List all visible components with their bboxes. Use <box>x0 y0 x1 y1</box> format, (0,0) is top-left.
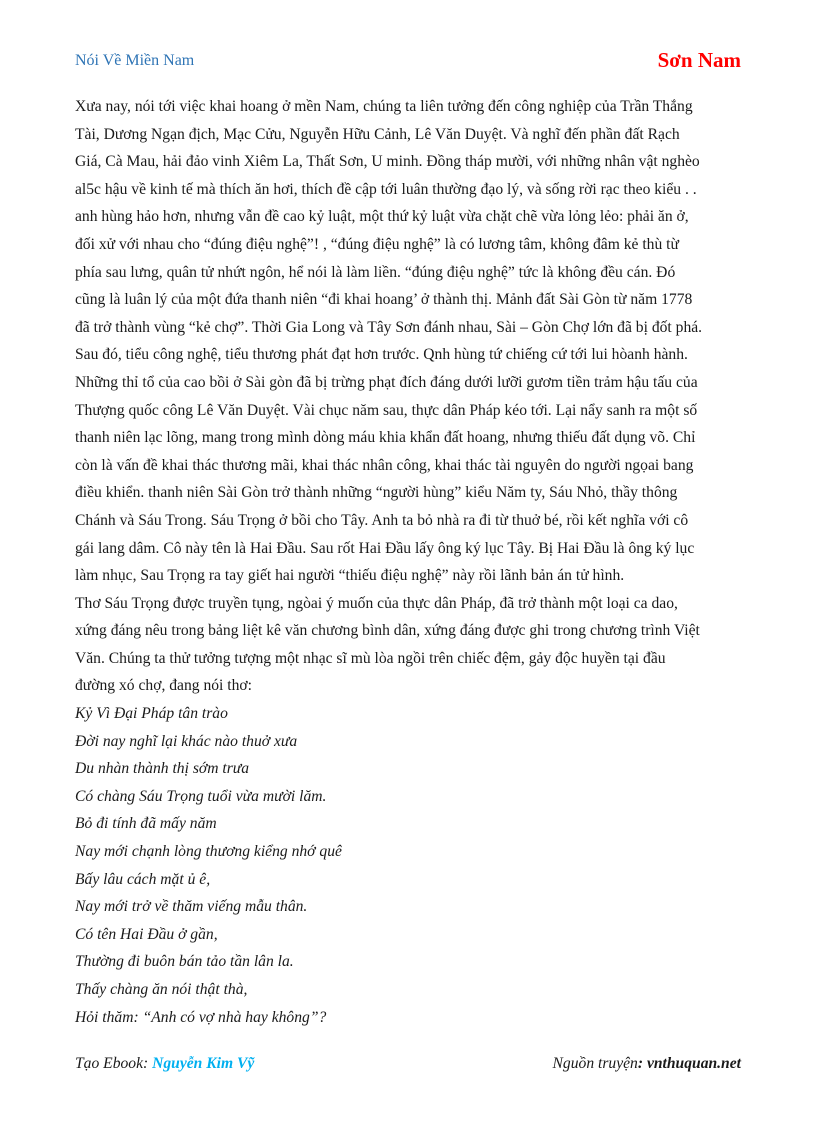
body-line: gái lang dâm. Cô này tên là Hai Đầu. Sau rốt Hai Đầu lấy ông ký lục Tây. Bị Hai Đầu là ông ký lục <box>75 539 695 557</box>
body-line: phía sau lưng, quân tử nhứt ngôn, hể nói là làm liền. “đúng điệu nghệ” tức là không đều cán. Đó <box>75 263 676 281</box>
body-line: Những thỉ tổ của cao bồi ở Sài gòn đã bị trừng phạt đích đáng dưới lưỡi gươm tiền trảm hậu tấu của <box>75 373 698 391</box>
verse-line: Nay mới chạnh lòng thương kiểng nhớ quê <box>75 843 342 861</box>
body-line: Sau đó, tiểu công nghệ, tiểu thương phát đạt hơn trước. Qnh hùng tứ chiếng cứ tới lui hòanh hành. <box>75 346 688 364</box>
body-line: Thượng quốc công Lê Văn Duyệt. Vài chục năm sau, thực dân Pháp kéo tới. Lại nẩy sanh ra một số <box>75 401 698 419</box>
verse-line: Hỏi thăm: “Anh có vợ nhà hay không”? <box>75 1008 327 1026</box>
ebook-label: Tạo Ebook <box>75 1055 144 1072</box>
ebook-creator-name: Nguyễn Kim Vỹ <box>152 1055 255 1072</box>
verse-line: Thấy chàng ăn nói thật thà, <box>75 981 248 998</box>
body-line: điều khiển. thanh niên Sài Gòn trở thành những “người hùng” kiểu Năm ty, Sáu Nhỏ, thầy thông <box>75 484 678 502</box>
body-line: Tài, Dương Ngạn địch, Mạc Cửu, Nguyễn Hữu Cảnh, Lê Văn Duyệt. Và nghĩ đến phần đất Rạch <box>75 125 680 143</box>
verse-line: Nay mới trở về thăm viếng mẫu thân. <box>75 898 308 916</box>
verse-line: Đời nay nghĩ lại khác nào thuở xưa <box>75 732 298 750</box>
body-line: còn là vấn đề khai thác thương mãi, khai thác nhân công, khai thác tài nguyên do người ngọai bang <box>75 456 694 474</box>
source-label: Nguồn truyện <box>552 1055 638 1072</box>
body-line: xứng đáng nêu trong bảng liệt kê văn chương bình dân, xứng đáng được ghi trong chương trình Việt <box>75 622 700 640</box>
body-line: Thơ Sáu Trọng được truyền tụng, ngòai ý muốn của thực dân Pháp, đã trở thành một loại ca dao, <box>75 594 678 612</box>
body-line: Xưa nay, nói tới việc khai hoang ở mền Nam, chúng ta liên tưởng đến công nghiệp của Trần Thắng <box>75 98 693 115</box>
body-line: al5c hậu về kinh tế mà thích ăn hơi, thích đề cập tới luân thường đạo lý, và sống rời rạc theo kiểu . . <box>75 180 697 198</box>
source-credit <box>553 1055 741 1073</box>
body-line: Văn. Chúng ta thử tưởng tượng một nhạc sĩ mù lòa ngồi trên chiếc đệm, gảy độc huyền tại đầu <box>75 649 666 667</box>
verse-line: Kỷ Vì Đại Pháp tân trào <box>75 705 228 723</box>
body-line: đối xử với nhau cho “đúng điệu nghệ”! , “đúng điệu nghệ” là có lương tâm, không đâm kẻ thù từ <box>75 235 679 253</box>
body-line: thanh niên lạc lõng, mang trong mình dòng máu khia khẩn đất hoang, nhưng thiếu đất dụng võ. Chỉ <box>75 429 696 447</box>
body-line: đã trở thành vùng “kẻ chợ”. Thời Gia Long và Tây Sơn đánh nhau, Sài – Gòn Chợ lớn đã bị đốt phá. <box>75 318 703 336</box>
source-separator: : <box>637 1055 647 1072</box>
verse-line: Bấy lâu cách mặt ủ ê, <box>75 870 211 888</box>
verse-line: Bỏ đi tính đã mấy năm <box>75 815 217 833</box>
body-line: cũng là luân lý của một đứa thanh niên “đi khai hoang’ ở thành thị. Mảnh đất Sài Gòn từ năm 1778 <box>75 291 693 309</box>
document-body <box>75 93 745 1031</box>
verse-line: Thường đi buôn bán tảo tần lân la. <box>75 953 294 971</box>
ebook-credit <box>75 1055 254 1073</box>
verse-line: Có tên Hai Đầu ở gần, <box>75 925 218 943</box>
verse-line: Du nhàn thành thị sớm trưa <box>75 760 250 778</box>
body-line: làm nhục, Sau Trọng ra tay giết hai người “thiếu điệu nghệ” này rồi lãnh bản án tử hình. <box>75 567 625 585</box>
body-line: Giá, Cà Mau, hải đảo vinh Xiêm La, Thất Sơn, U minh. Đồng tháp mười, với những nhân vật nghèo <box>75 153 700 171</box>
ebook-separator: : <box>143 1055 153 1072</box>
verse-line: Có chàng Sáu Trọng tuổi vừa mười lăm. <box>75 787 327 805</box>
body-line: anh hùng hảo hơn, nhưng vẫn đề cao kỷ luật, một thứ kỷ luật vừa chặt chẽ vừa lỏng lẻo: phải ăn ở, <box>75 208 689 226</box>
body-line: đường xó chợ, đang nói thơ: <box>75 677 252 695</box>
body-line: Chánh và Sáu Trong. Sáu Trọng ở bồi cho Tây. Anh ta bỏ nhà ra đi từ thuở bé, rồi kết nghĩa với cô <box>75 511 689 529</box>
source-site: vnthuquan.net <box>646 1055 741 1072</box>
book-title: Nói Về Miền Nam <box>75 52 195 69</box>
author-name: Sơn Nam <box>657 48 741 72</box>
